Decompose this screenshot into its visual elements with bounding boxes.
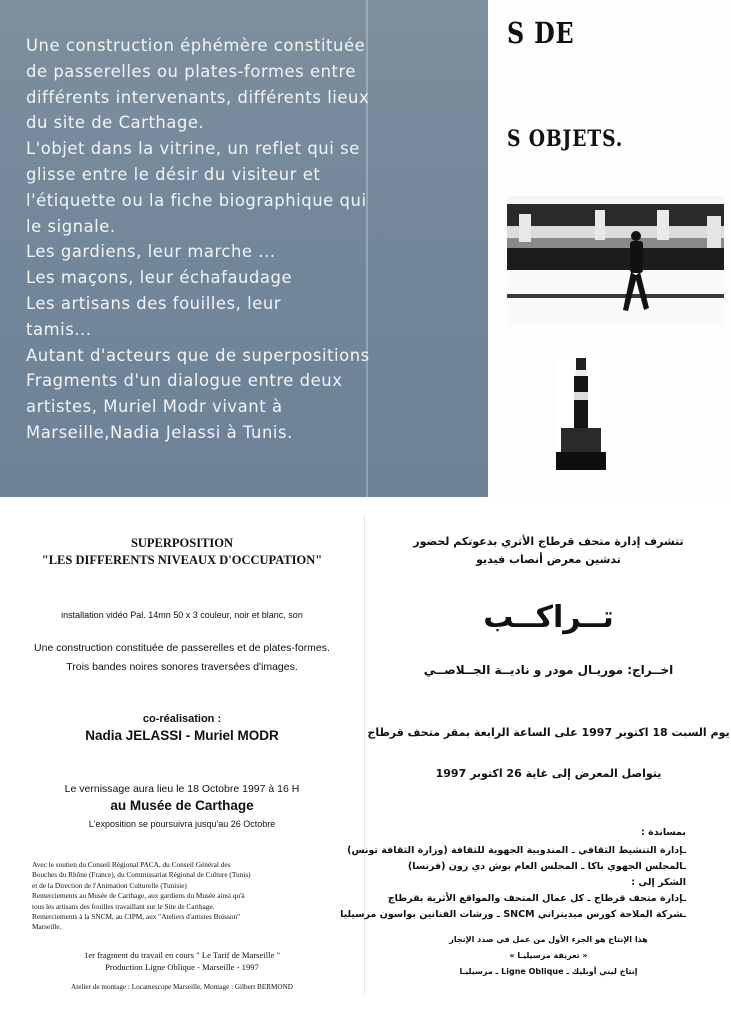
arabic-footer-line: هذا الإنتاج هو الجزء الأول من عمل في صدد الإنجاز [449, 935, 648, 944]
support-credits [32, 860, 327, 933]
arabic-invite-line: تدشين معرض أنصاب فيديو [476, 553, 621, 566]
arabic-support-heading: بمساندة : [641, 827, 686, 838]
poem-line: le signale. [26, 216, 116, 236]
poem-line: L'objet dans la vitrine, un reflet qui se [26, 139, 360, 159]
arabic-support-line: ـالمجلس الجهوي باكا ـ المجلس العام بوش دي رون (فرنسا) [407, 861, 686, 872]
photo-sign-text-top: S DE [507, 16, 575, 50]
poem-line: Les artisans des fouilles, leur [26, 293, 282, 313]
vernissage-date: Le vernissage aura lieu le 18 Octobre 1997 à 16 H [64, 783, 300, 795]
description-line: Trois bandes noires sonores traversées d'images. [66, 661, 298, 673]
arabic-end-date: يتواصل المعرض إلى غاية 26 اكتوبر 1997 [435, 767, 662, 780]
exhibition-end-date: L'exposition se poursuivra jusqu'au 26 Octobre [88, 819, 276, 829]
fold-line [364, 515, 365, 995]
poem-line: Marseille,Nadia Jelassi à Tunis. [26, 422, 293, 442]
poem-line: l'étiquette ou la fiche biographique qui [26, 190, 367, 210]
fragment-line: 1er fragment du travail en cours " Le Tarif de Marseille " [84, 950, 280, 960]
poem-line: Les maçons, leur échafaudage [26, 268, 293, 288]
lighthouse-water [556, 452, 606, 470]
artist-names: Nadia JELASSI - Muriel MODR [85, 728, 279, 743]
exhibition-title: SUPERPOSITION [130, 536, 234, 550]
poem-line: de passerelles ou plates-formes entre [26, 61, 357, 81]
photo-wall-shadow [507, 238, 724, 248]
arabic-invitation [340, 515, 731, 995]
photo-wall-top [507, 204, 724, 226]
lighthouse-base [561, 428, 601, 452]
poem-line: du site de Carthage. [26, 113, 205, 133]
photo-pillar [519, 214, 531, 242]
atelier-credit: Atelier de montage : Locamescope Marseille, Montage : Gilbert BERMOND [71, 983, 293, 991]
arabic-footer-line: « تعريفة مرسيليـا » [509, 951, 588, 960]
photo-sign-text-mid: S OBJETS. [507, 126, 624, 152]
lighthouse-band [575, 370, 587, 376]
photo-ground-line [507, 294, 724, 298]
arabic-footer-line: إنتاج ليني أوبليك ـ Ligne Oblique ـ مرسيليـا [459, 967, 638, 976]
walking-figure-photo [507, 196, 724, 326]
arabic-direction: اخــراج: موريـال مودر و ناديــة الجــلاصــي [423, 663, 674, 677]
venue-name: au Musée de Carthage [110, 798, 254, 813]
poem-line: glisse entre le désir du visiteur et [26, 164, 321, 184]
support-line: Marseille. [32, 922, 62, 932]
photo-wall-band [507, 226, 724, 238]
french-invitation [0, 515, 364, 995]
poem-line: tamis... [26, 319, 92, 339]
poem-text [26, 33, 426, 446]
poem-line: Fragments d'un dialogue entre deux [26, 371, 343, 391]
support-line: tous les artisans des fouilles travaillant sur le Site de Carthage. [32, 901, 215, 911]
lighthouse-stripe [574, 392, 588, 400]
arabic-thanks-heading: الشكر إلى : [631, 877, 686, 888]
arabic-support-line: ـإدارة التنشيط الثقافي ـ المندوبية الجهوية للثقافة (وزارة الثقافة تونس) [347, 845, 686, 856]
arabic-opening-date: يوم السبت 18 اكتوبر 1997 على الساعة الرابعة بمقر متحف قرطاج [367, 726, 730, 739]
poem-line: artistes, Muriel Modr vivant à [26, 397, 283, 417]
description-line: Une construction constituée de passerelles et de plates-formes. [34, 642, 330, 654]
support-line: Bouches du Rhône (France), du Commissariat Régional de Culture (Tunis) [32, 870, 251, 880]
photo-pillar [657, 210, 669, 240]
photo-pillar [595, 210, 605, 240]
photo-wall-dark [507, 248, 724, 270]
lighthouse-photo [556, 358, 606, 470]
installation-details: installation vidéo Pal. 14mn 50 x 3 couleur, noir et blanc, son [61, 610, 303, 620]
support-line: et de la Direction de l'Animation Culturelle (Tunisie) [32, 880, 187, 890]
poem-line: Une construction éphémère constituée [26, 36, 366, 55]
poem-line: différents intervenants, différents lieux [26, 87, 370, 107]
lighthouse-tower [574, 376, 588, 428]
support-line: Remerciements à la SNCM, au CIPM, aux "Ateliers d'artistes Boisson" [32, 912, 241, 922]
poem-line: Autant d'acteurs que de superpositions [26, 345, 370, 365]
corealisation-label: co-réalisation : [142, 713, 222, 725]
arabic-thanks-line: ـإدارة متحف قرطاج ـ كل عمال المتحف والمواقع الأثرية بقرطاج [387, 893, 686, 904]
poem-panel [0, 0, 488, 497]
arabic-title: تــراكــب [483, 600, 614, 635]
support-line: Avec le soutien du Conseil Régional PACA, du Conseil Général des [32, 860, 231, 869]
poem-line: Les gardiens, leur marche ... [26, 242, 276, 262]
production-line: Production Ligne Oblique - Marseille - 1997 [105, 962, 259, 972]
exhibition-subtitle: "LES DIFFERENTS NIVEAUX D'OCCUPATION" [41, 553, 323, 567]
arabic-thanks-line: ـشركة الملاحة كورس ميديتراني SNCM ـ ورشات الفنانين بواسون مرسيليا [340, 909, 686, 920]
support-line: Remerciements au Musée de Carthage, aux gardiens du Musée ainsi qu'à [32, 891, 245, 901]
arabic-invite-line: تتشرف إدارة متحف قرطاج الأثري بدعوتكم لحضور [413, 535, 684, 548]
lighthouse-top [576, 358, 586, 370]
